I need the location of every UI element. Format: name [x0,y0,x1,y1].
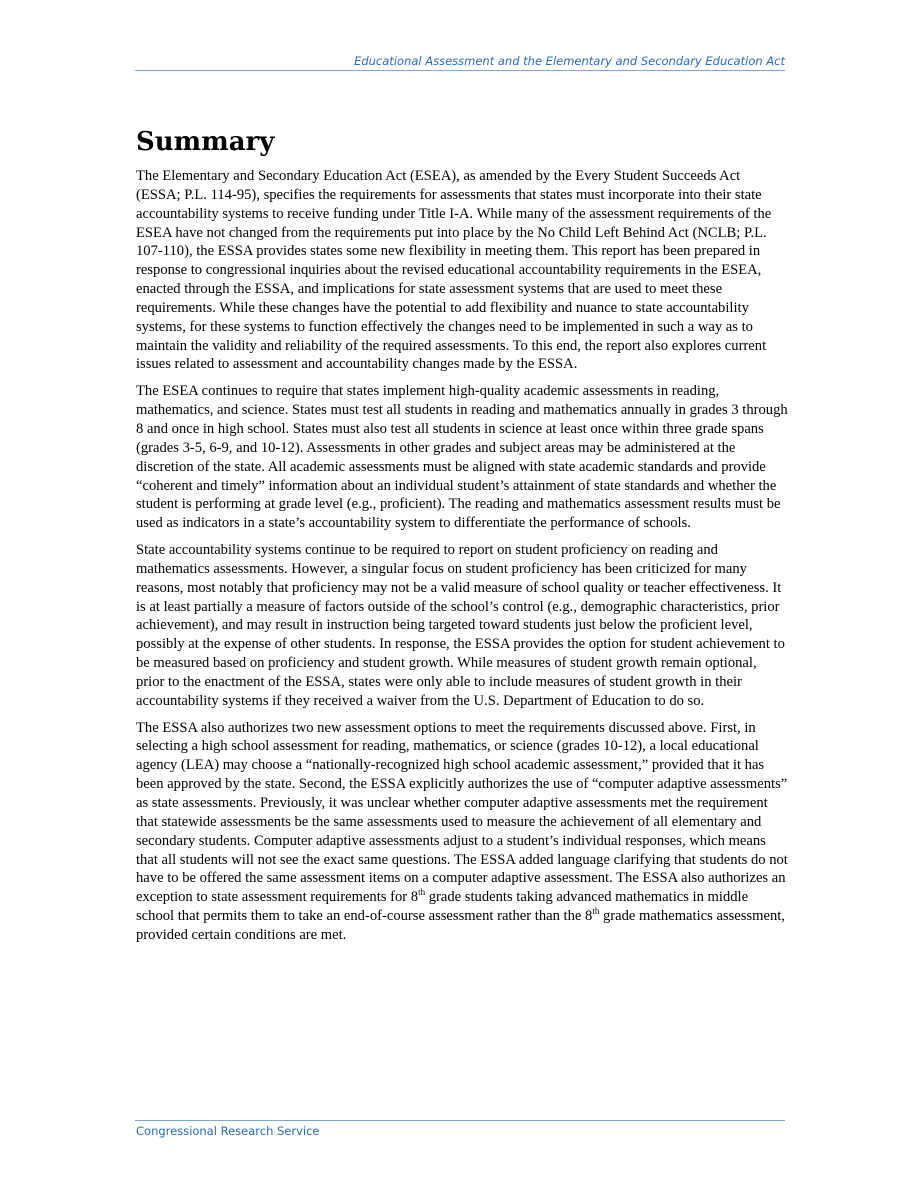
header-divider [135,70,785,71]
paragraph-4-part-b: grade students taking advanced mathematics in middle school that permits them to take an end-of-course assessment rather than the 8 [136,889,749,925]
paragraph-4 [136,719,788,945]
paragraph-4-part-a: The ESSA also authorizes two new assessment options to meet the requirements discussed above. First, in selecting a high school assessment for reading, mathematics, or science (grades 10-12), a local educational agency (LEA) may choose a “nationally-recognized high school academic assessment,” provided that it has been approved by the state. Second, the ESSA explicitly authorizes the use of “computer adaptive assessments” as state assessments. Previously, it was unclear whether computer adaptive assessments met the requirement that statewide assessments be the same assessments used to measure the achievement of all elementary and secondary students. Computer adaptive assessments adjust to a student’s individual responses, which means that all students will not see the exact same questions. The ESSA added language clarifying that students do not have to be offered the same assessment items on a computer adaptive assessment. The ESSA also authorizes an exception to state assessment requirements for 8 [136,719,788,906]
section-title: Summary [136,127,275,157]
paragraph-1: The Elementary and Secondary Education Act (ESEA), as amended by the Every Student Succeeds Act (ESSA; P.L. 114-95), specifies the requirements for assessments that states must incorporate into their state accountability systems to receive funding under Title I-A. While many of the assessment requirements of the ESEA have not changed from the requirements put into place by the No Child Left Behind Act (NCLB; P.L. 107-110), the ESSA provides states some new flexibility in meeting them. This report has been prepared in response to congressional inquiries about the revised educational accountability requirements in the ESEA, enacted through the ESSA, and implications for state assessment systems that are used to meet these requirements. While these changes have the potential to add flexibility and nuance to state accountability systems, for these systems to function effectively the changes need to be implemented in such a way as to maintain the validity and reliability of the required assessments. To this end, the report also explores current issues related to assessment and accountability changes made by the ESSA. [136,168,772,373]
superscript-th: th [418,887,426,898]
paragraph-3: State accountability systems continue to be required to report on student proficiency on reading and mathematics assessments. However, a singular focus on student proficiency has been criticized for many reasons, most notably that proficiency may not be a valid measure of school quality or teacher effectiveness. It is at least partially a measure of factors outside of the school’s control (e.g., demographic characteristics, prior achievement), and may result in instruction being targeted toward students just below the proficient level, possibly at the expense of other students. In response, the ESSA provides the option for student achievement to be measured based on proficiency and student growth. While measures of student growth remain optional, prior to the enactment of the ESSA, states were only able to include measures of student growth in their accountability systems if they received a waiver from the U.S. Department of Education to do so. [136,542,785,709]
paragraph-4-part-c: grade mathematics assessment, provided certain conditions are met. [136,908,785,943]
page-body [136,123,788,953]
running-footer: Congressional Research Service [136,1124,320,1138]
running-header: Educational Assessment and the Elementary and Secondary Education Act [354,54,785,68]
footer-divider [135,1120,785,1121]
superscript-th: th [592,906,600,917]
paragraph-2: The ESEA continues to require that states implement high-quality academic assessments in reading, mathematics, and science. States must test all students in reading and mathematics annually in grades 3 through 8 and once in high school. States must also test all students in science at least once within three grade spans (grades 3-5, 6-9, and 10-12). Assessments in other grades and subject areas may be administered at the discretion of the state. All academic assessments must be aligned with state academic standards and provide “coherent and timely” information about an individual student’s attainment of state standards and whether the student is performing at grade level (e.g., proficient). The reading and mathematics assessment results must be used as indicators in a state’s accountability system to differentiate the performance of schools. [136,383,788,532]
